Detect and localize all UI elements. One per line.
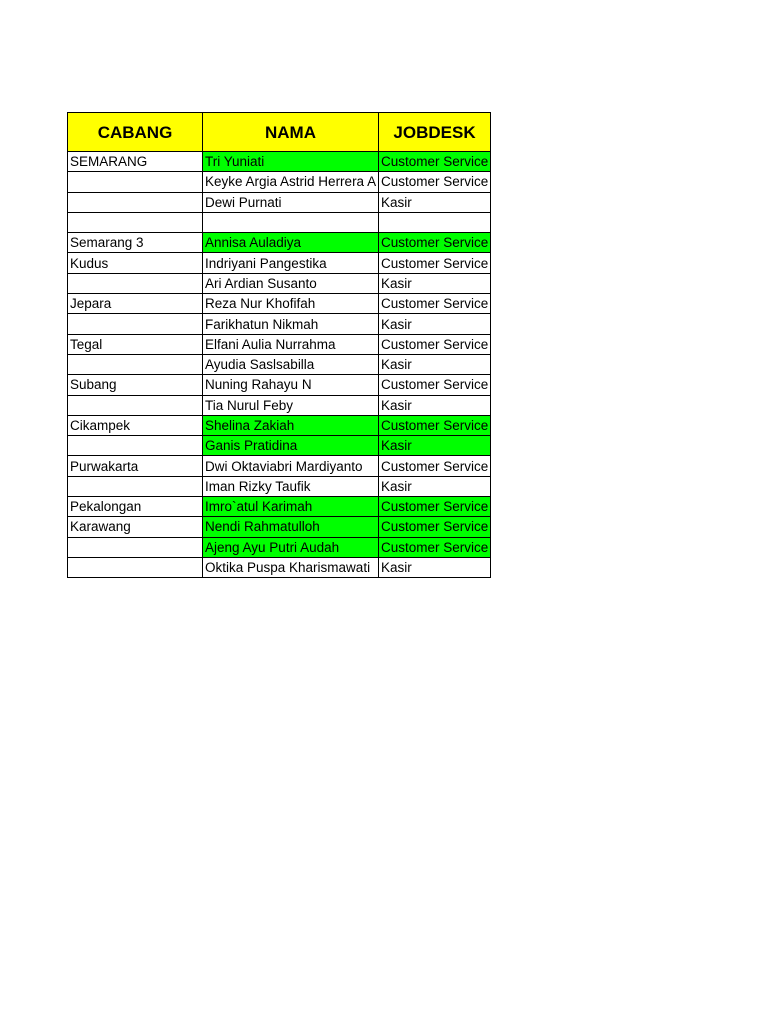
cell-nama[interactable]: Iman Rizky Taufik: [203, 476, 379, 496]
cell-jobdesk[interactable]: Kasir: [379, 436, 491, 456]
cell-nama[interactable]: Dewi Purnati: [203, 192, 379, 212]
cell-nama[interactable]: Ari Ardian Susanto: [203, 273, 379, 293]
cell-nama[interactable]: Reza Nur Khofifah: [203, 294, 379, 314]
cell-jobdesk[interactable]: Customer Service: [379, 172, 491, 192]
cell-nama[interactable]: Imro`atul Karimah: [203, 497, 379, 517]
cell-nama[interactable]: Dwi Oktaviabri Mardiyanto: [203, 456, 379, 476]
cell-nama[interactable]: Shelina Zakiah: [203, 415, 379, 435]
cell-jobdesk[interactable]: Customer Service: [379, 375, 491, 395]
table-row: [68, 314, 491, 334]
cell-jobdesk[interactable]: Kasir: [379, 354, 491, 374]
table-row: [68, 436, 491, 456]
cell-cabang[interactable]: Pekalongan: [68, 497, 203, 517]
header-row: [68, 113, 491, 152]
cell-cabang[interactable]: [68, 273, 203, 293]
table-row: [68, 517, 491, 537]
cell-jobdesk[interactable]: Kasir: [379, 395, 491, 415]
cell-jobdesk[interactable]: Kasir: [379, 557, 491, 577]
cell-jobdesk[interactable]: Customer Service: [379, 253, 491, 273]
cell-nama[interactable]: Ganis Pratidina: [203, 436, 379, 456]
table-row: [68, 395, 491, 415]
cell-nama[interactable]: Keyke Argia Astrid Herrera A: [203, 172, 379, 192]
cell-jobdesk[interactable]: Kasir: [379, 273, 491, 293]
cell-nama[interactable]: Elfani Aulia Nurrahma: [203, 334, 379, 354]
cell-nama[interactable]: Farikhatun Nikmah: [203, 314, 379, 334]
header-jobdesk[interactable]: JOBDESK: [379, 113, 491, 152]
cell-cabang[interactable]: [68, 537, 203, 557]
cell-cabang[interactable]: [68, 557, 203, 577]
cell-jobdesk[interactable]: Kasir: [379, 476, 491, 496]
cell-jobdesk[interactable]: Kasir: [379, 192, 491, 212]
cell-cabang[interactable]: Cikampek: [68, 415, 203, 435]
cell-jobdesk[interactable]: Kasir: [379, 314, 491, 334]
header-nama[interactable]: NAMA: [203, 113, 379, 152]
cell-jobdesk[interactable]: Customer Service: [379, 497, 491, 517]
cell-nama[interactable]: Nendi Rahmatulloh: [203, 517, 379, 537]
cell-cabang[interactable]: [68, 395, 203, 415]
table-row: [68, 152, 491, 172]
cell-cabang[interactable]: SEMARANG: [68, 152, 203, 172]
cell-jobdesk[interactable]: Customer Service: [379, 233, 491, 253]
cell-cabang[interactable]: [68, 314, 203, 334]
cell-cabang[interactable]: [68, 192, 203, 212]
table-row: [68, 192, 491, 212]
cell-cabang[interactable]: Purwakarta: [68, 456, 203, 476]
cell-cabang[interactable]: Tegal: [68, 334, 203, 354]
cell-nama[interactable]: [203, 212, 379, 232]
cell-jobdesk[interactable]: Customer Service: [379, 334, 491, 354]
cell-cabang[interactable]: [68, 172, 203, 192]
table-row: [68, 557, 491, 577]
table-row: [68, 273, 491, 293]
cell-nama[interactable]: Nuning Rahayu N: [203, 375, 379, 395]
table-row: [68, 456, 491, 476]
cell-nama[interactable]: Ayudia Saslsabilla: [203, 354, 379, 374]
cell-cabang[interactable]: [68, 212, 203, 232]
cell-cabang[interactable]: [68, 476, 203, 496]
header-cabang[interactable]: CABANG: [68, 113, 203, 152]
cell-cabang[interactable]: Karawang: [68, 517, 203, 537]
cell-nama[interactable]: Oktika Puspa Kharismawati: [203, 557, 379, 577]
cell-nama[interactable]: Indriyani Pangestika: [203, 253, 379, 273]
cell-jobdesk[interactable]: Customer Service: [379, 294, 491, 314]
cell-jobdesk[interactable]: Customer Service: [379, 456, 491, 476]
table-row: [68, 476, 491, 496]
table-row: [68, 354, 491, 374]
table-body: [68, 152, 491, 578]
cell-jobdesk[interactable]: Customer Service: [379, 537, 491, 557]
table-row: [68, 172, 491, 192]
cell-jobdesk[interactable]: Customer Service: [379, 415, 491, 435]
table-row: [68, 233, 491, 253]
cell-jobdesk[interactable]: Customer Service: [379, 152, 491, 172]
table-row: [68, 415, 491, 435]
table-row: [68, 253, 491, 273]
table-row: [68, 334, 491, 354]
cell-cabang[interactable]: Semarang 3: [68, 233, 203, 253]
cell-jobdesk[interactable]: [379, 212, 491, 232]
cell-cabang[interactable]: Kudus: [68, 253, 203, 273]
cell-nama[interactable]: Tia Nurul Feby: [203, 395, 379, 415]
cell-cabang[interactable]: Jepara: [68, 294, 203, 314]
cell-cabang[interactable]: [68, 354, 203, 374]
cell-jobdesk[interactable]: Customer Service: [379, 517, 491, 537]
table-row: [68, 212, 491, 232]
cell-nama[interactable]: Annisa Auladiya: [203, 233, 379, 253]
table-row: [68, 294, 491, 314]
cell-nama[interactable]: Ajeng Ayu Putri Audah: [203, 537, 379, 557]
cell-cabang[interactable]: Subang: [68, 375, 203, 395]
table-row: [68, 497, 491, 517]
staff-table: [67, 112, 491, 578]
table-row: [68, 375, 491, 395]
cell-cabang[interactable]: [68, 436, 203, 456]
cell-nama[interactable]: Tri Yuniati: [203, 152, 379, 172]
table-row: [68, 537, 491, 557]
